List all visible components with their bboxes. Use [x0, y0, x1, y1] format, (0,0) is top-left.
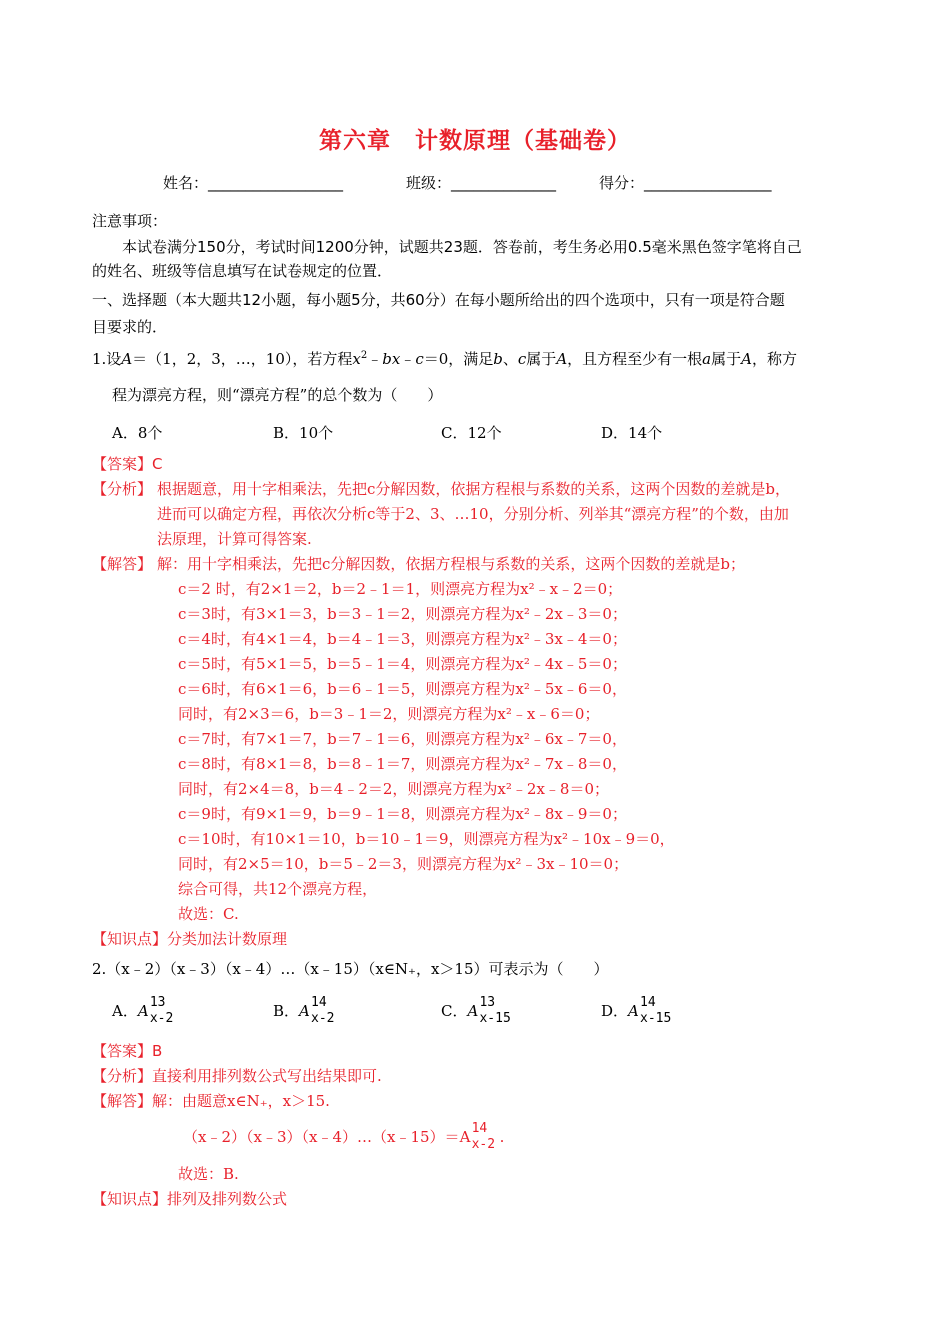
q1-option-c: C．12个: [441, 424, 502, 442]
class-field: [406, 172, 556, 193]
q2-option-a: A． A 13 x-2: [112, 996, 178, 1026]
section1-line-2: 目要求的．: [92, 318, 168, 336]
q2-analysis: [92, 1065, 382, 1087]
q1-solution-line: 同时，有2×5＝10，b＝5﹣2＝3，则漂亮方程为x²﹣3x﹣10＝0；: [178, 855, 629, 873]
q1-solution-line: 同时，有2×3＝6，b＝3﹣1＝2，则漂亮方程为x²﹣x﹣6＝0；: [178, 705, 600, 723]
q1-solution-line: c＝10时，有10×1＝10，b＝10﹣1＝9，则漂亮方程为x²﹣10x﹣9＝0，: [178, 830, 675, 848]
q1-stem: 1.设A＝（1，2，3，…，10），若方程$x^2﹣bx﹣c=0$，满足b、c属于A，且方程至少有一根a属于A，称方: [92, 350, 797, 368]
q1-analysis-line-3: 法原理，计算可得答案.: [157, 530, 312, 548]
notice-line-2: 的姓名、班级等信息填写在试卷规定的位置．: [92, 262, 393, 280]
name-label: 姓名：: [163, 174, 209, 192]
q1-solution-line: c＝8时，有8×1＝8，b＝8﹣1＝7，则漂亮方程为x²﹣7x﹣8＝0，: [178, 755, 627, 773]
q1-option-d: D．14个: [601, 424, 663, 442]
notice-line-1: 本试卷满分150分，考试时间1200分钟，试题共23题．答卷前，考生务必用0.5毫米黑色签字笔将自己: [122, 238, 802, 256]
q1-solution-line: c＝2 时，有2×1＝2，b＝2﹣1＝1，则漂亮方程为x²﹣x﹣2＝0；: [178, 580, 623, 598]
q2-knowledge-value: 排列及排列数公式: [167, 1190, 288, 1208]
q2-solution-line-1: 解：由题意x∈N₊，x＞15.: [152, 1092, 330, 1110]
q2-answer: [92, 1040, 162, 1062]
permutation-symbol: A 13 x-2: [137, 995, 174, 1026]
page-title: 第六章 计数原理（基础卷）: [319, 128, 631, 154]
permutation-symbol: A 14 x-2: [299, 995, 335, 1026]
q1-stem-line-2: 程为漂亮方程，则“漂亮方程”的总个数为（ ）: [112, 386, 443, 404]
q1-solution-line: 同时，有2×4＝8，b＝4﹣2＝2，则漂亮方程为x²﹣2x﹣8＝0；: [178, 780, 609, 798]
q1-solution-line: 综合可得，共12个漂亮方程，: [178, 880, 378, 898]
class-blank: ______________: [451, 174, 557, 192]
q1-knowledge-tag: 【知识点】: [92, 930, 168, 948]
name-field: [163, 172, 343, 193]
q1-solution-line: c＝4时，有4×1＝4，b＝4﹣1＝3，则漂亮方程为x²﹣3x﹣4＝0；: [178, 630, 627, 648]
q1-solution-tag: 【解答】: [92, 555, 153, 573]
q1-analysis-line-2: 进而可以确定方程，再依次分析c等于2、3、…10，分别分析、列举其“漂亮方程”的个数，由加: [157, 505, 789, 523]
q1-knowledge: [92, 928, 287, 950]
class-label: 班级：: [406, 174, 452, 192]
q2-analysis-tag: 【分析】: [92, 1067, 153, 1085]
q1-solution-line: 解：用十字相乘法，先把c分解因数，依据方程根与系数的关系，这两个因数的差就是b；: [157, 555, 746, 573]
q1-answer: [92, 453, 163, 475]
q1-analysis-tag: 【分析】: [92, 480, 153, 498]
q2-solution-line-2: （x﹣2）（x﹣3）（x﹣4）…（x﹣15）＝ A 14 x-2 .: [183, 1121, 505, 1152]
q2-option-c: C． A 13 x-15: [441, 995, 511, 1026]
q1-analysis-line-1: 根据题意，用十字相乘法，先把c分解因数，依据方程根与系数的关系，这两个因数的差就是b，: [157, 480, 791, 498]
q2-solution-tag: 【解答】: [92, 1092, 153, 1110]
q1-solution-line: 故选：C.: [178, 905, 239, 923]
q1-answer-value: C: [152, 455, 163, 473]
q2-option-b: B． A 14 x-2: [273, 996, 339, 1026]
permutation-symbol: A 14 x-15: [628, 995, 672, 1026]
q2-knowledge: [92, 1188, 287, 1210]
notice-heading: 注意事项：: [92, 212, 168, 230]
q1-solution-line: c＝9时，有9×1＝9，b＝9﹣1＝8，则漂亮方程为x²﹣8x﹣9＝0；: [178, 805, 627, 823]
section1-line-1: 一、选择题（本大题共12小题，每小题5分，共60分）在每小题所给出的四个选项中，只有一项是符合题: [92, 291, 785, 309]
q1-solution-line: c＝7时，有7×1＝7，b＝7﹣1＝6，则漂亮方程为x²﹣6x﹣7＝0，: [178, 730, 627, 748]
q1-solution-line: c＝6时，有6×1＝6，b＝6﹣1＝5，则漂亮方程为x²﹣5x﹣6＝0，: [178, 680, 627, 698]
q2-option-d: D． A 14 x-15: [601, 995, 672, 1026]
q1-solution-line: c＝3时，有3×1＝3，b＝3﹣1＝2，则漂亮方程为x²﹣2x﹣3＝0；: [178, 605, 627, 623]
q1-knowledge-value: 分类加法计数原理: [167, 930, 288, 948]
score-blank: _________________: [644, 174, 772, 192]
q2-answer-value: B: [152, 1042, 163, 1060]
q2-stem: 2.（x﹣2）（x﹣3）（x﹣4）…（x﹣15）（x∈N₊，x＞15）可表示为（ ）: [92, 960, 609, 978]
q2-answer-tag: 【答案】: [92, 1042, 153, 1060]
q2-analysis-value: 直接利用排列数公式写出结果即可.: [152, 1067, 382, 1085]
q2-solution-line-3: 故选：B.: [178, 1165, 239, 1183]
permutation-symbol: A 14 x-2: [459, 1121, 496, 1152]
permutation-symbol: A 13 x-15: [467, 995, 511, 1026]
q2-solution: [92, 1090, 330, 1112]
q2-knowledge-tag: 【知识点】: [92, 1190, 168, 1208]
q1-answer-tag: 【答案】: [92, 455, 153, 473]
score-label: 得分：: [599, 174, 645, 192]
q1-option-a: A．8个: [112, 424, 163, 442]
name-blank: __________________: [208, 174, 344, 192]
q1-option-b: B．10个: [273, 424, 334, 442]
q1-solution-line: c＝5时，有5×1＝5，b＝5﹣1＝4，则漂亮方程为x²﹣4x﹣5＝0；: [178, 655, 627, 673]
score-field: [599, 172, 772, 193]
